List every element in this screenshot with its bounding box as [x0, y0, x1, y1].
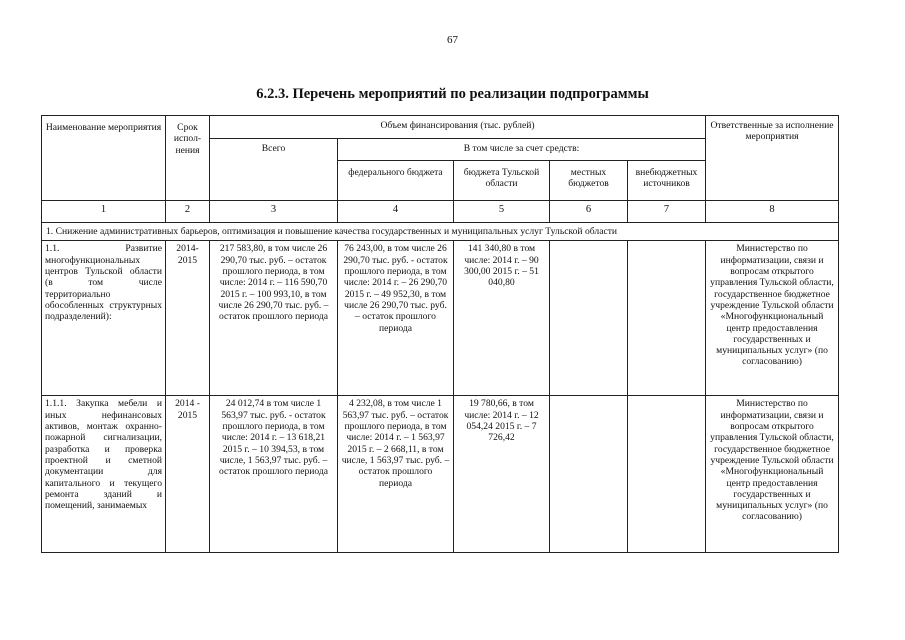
row-local	[550, 241, 628, 396]
col-number: 1	[42, 201, 166, 223]
row-term: 2014 - 2015	[166, 396, 210, 553]
header-federal: федерального бюджета	[338, 161, 454, 201]
row-federal: 4 232,08, в том числе 1 563,97 тыс. руб. – остаток прошлого периода, в том числе: 2014 г. – 1 563,97 2015 г. – 2 668,11, в том числе, 1 563,97 тыс. руб. – остаток прошлого периода	[338, 396, 454, 553]
header-term: Срок испол-нения	[166, 116, 210, 201]
row-name: 1.1. Развитие многофункциональных центров Тульской области (в том числе территориально обособленных структурных подразделений):	[42, 241, 166, 396]
header-responsible: Ответственные за исполнение мероприятия	[706, 116, 839, 201]
col-number: 7	[628, 201, 706, 223]
table-row	[42, 241, 839, 396]
row-responsible: Министерство по информатизации, связи и вопросам открытого управления Тульской области, государственное бюджетное учреждение Тульской области «Многофункциональный центр предоставления государственных и муниципальных услуг» (по согласованию)	[706, 396, 839, 553]
table-row	[42, 396, 839, 553]
header-local: местных бюджетов	[550, 161, 628, 201]
header-name: Наименование мероприятия	[42, 116, 166, 201]
row-total: 217 583,80, в том числе 26 290,70 тыс. руб. – остаток прошлого периода, в том числе: 2014 г. – 116 590,70 2015 г. – 100 993,10, в том числе 26 290,70 тыс. руб. – остаток прошлого периода	[210, 241, 338, 396]
section-title: 1. Снижение административных барьеров, оптимизация и повышение качества государственных и муниципальных услуг Тульской области	[42, 223, 839, 241]
header-regional: бюджета Тульской области	[454, 161, 550, 201]
row-extra	[628, 396, 706, 553]
row-federal: 76 243,00, в том числе 26 290,70 тыс. руб. - остаток прошлого периода, в том числе: 2014 г. – 26 290,70 2015 г. – 49 952,30, в том числе 26 290,70 тыс. руб. – остаток прошлого периода	[338, 241, 454, 396]
row-extra	[628, 241, 706, 396]
col-number: 4	[338, 201, 454, 223]
col-number: 6	[550, 201, 628, 223]
row-responsible: Министерство по информатизации, связи и вопросам открытого управления Тульской области, государственное бюджетное учреждение Тульской области «Многофункциональный центр предоставления государственных и муниципальных услуг» (по согласованию)	[706, 241, 839, 396]
row-total: 24 012,74 в том числе 1 563,97 тыс. руб. - остаток прошлого периода, в том числе: 2014 г. – 13 618,21 2015 г. – 10 394,53, в том числе, 1 563,97 тыс. руб. – остаток прошлого периода	[210, 396, 338, 553]
col-number: 5	[454, 201, 550, 223]
row-name: 1.1.1. Закупка мебели и иных нефинансовых активов, монтаж охранно-пожарной сигнализации, разработка и проверка проектной и сметной документации для капитального и текущего ремонта зданий и помещений, занимаемых	[42, 396, 166, 553]
header-extra: внебюджетных источников	[628, 161, 706, 201]
page-title: 6.2.3. Перечень мероприятий по реализации подпрограммы	[256, 86, 649, 102]
row-regional: 141 340,80 в том числе: 2014 г. – 90 300,00 2015 г. – 51 040,80	[454, 241, 550, 396]
page-number: 67	[447, 34, 458, 46]
row-regional: 19 780,66, в том числе: 2014 г. – 12 054,24 2015 г. – 7 726,42	[454, 396, 550, 553]
col-number: 2	[166, 201, 210, 223]
col-number: 8	[706, 201, 839, 223]
row-term: 2014-2015	[166, 241, 210, 396]
activities-table	[41, 115, 839, 553]
header-including: В том числе за счет средств:	[338, 139, 706, 161]
row-local	[550, 396, 628, 553]
header-funding: Объем финансирования (тыс. рублей)	[210, 116, 706, 139]
col-number: 3	[210, 201, 338, 223]
header-total: Всего	[210, 139, 338, 201]
